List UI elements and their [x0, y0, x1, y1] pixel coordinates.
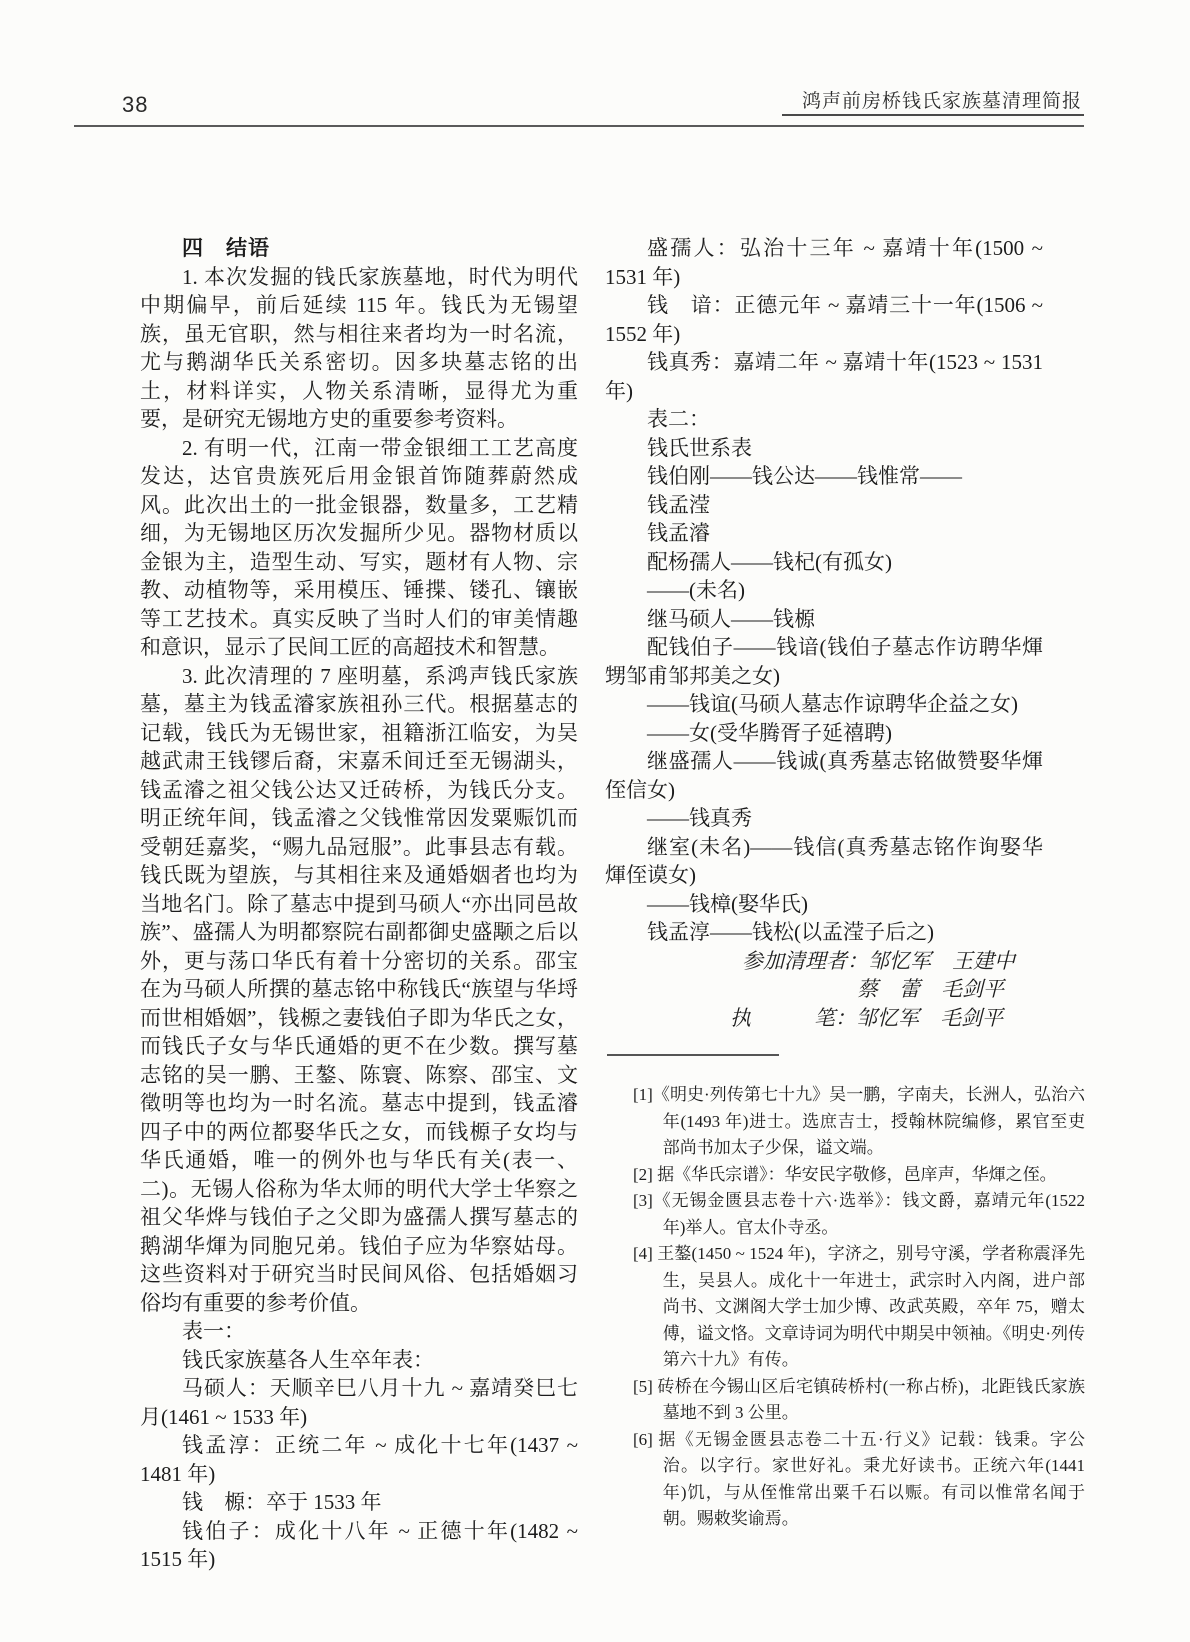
genealogy-line: 继盛孺人——钱诚(真秀墓志铭做赞娶华煇侄信女) [605, 749, 1043, 802]
conclusion-paragraph: 2. 有明一代，江南一带金银细工工艺高度发达，达官贵族死后用金银首饰随葬蔚然成风。此次出土的一批金银器，数量多，工艺精细，为无锡地区历次发掘所少见。器物材质以金银为主，造型生动、写实，题材有人物、宗教、动植物等，采用模压、锤揲、镂孔、镶嵌等工艺技术。真实反映了当时人们的审美情趣和意识，显示了民间工匠的高超技术和智慧。 [140, 435, 578, 659]
table2-label: 表二： [647, 407, 710, 431]
credits-line: 蔡 蕾 毛剑平 [857, 977, 1004, 1001]
genealogy-line: ——钱樟(娶华氏) [647, 891, 808, 916]
footnote: [6] 据《无锡金匮县志卷二十五·行义》记载：钱秉。字公治。以字行。家世好礼。秉尤好读书。正统六年(1441 年)饥，与从侄惟常出粟千石以赈。有司以惟常名闻于朝。赐敕奖谕焉。 [633, 1429, 1085, 1528]
table1-entry: 钱 榞：卒于 1533 年 [182, 1490, 382, 1514]
table2-title: 钱氏世系表 [647, 435, 752, 460]
table1-entry: 马硕人：天顺辛巳八月十九 ~ 嘉靖癸巳七月(1461 ~ 1533 年) [140, 1376, 578, 1429]
table1-entry: 钱孟淳：正统二年 ~ 成化十七年(1437 ~ 1481 年) [140, 1433, 578, 1486]
left-column [140, 234, 578, 1574]
genealogy-line: ——女(受华腾胥子延禧聘) [647, 720, 892, 745]
genealogy-line: ——(未名) [647, 578, 745, 602]
table1-label: 表一： [182, 1319, 245, 1343]
genealogy-line: 配杨孺人——钱杞(有孤女) [647, 549, 892, 574]
genealogy-line: ——钱真秀 [647, 806, 752, 830]
credits-line: 执 笔：邹忆军 毛剑平 [730, 1005, 1003, 1030]
credits-line: 参加清理者：邹忆军 王建中 [742, 948, 1015, 973]
table1-entry: 钱 谙：正德元年 ~ 嘉靖三十一年(1506 ~ 1552 年) [605, 293, 1043, 346]
running-header-title: 鸿声前房桥钱氏家族墓清理简报 [801, 91, 1082, 112]
footnote: [4] 王鏊(1450 ~ 1524 年)，字济之，别号守溪，学者称震泽先生，吴县人。成化十一年进士，武宗时入内阁，进户部尚书、文渊阁大学士加少博、改武英殿，卒年 75，赠太傅，谥文恪。文章诗词为明代中期吴中领袖。《明史·列传第六十九》有传。 [633, 1244, 1085, 1369]
credits-block [605, 947, 1043, 1033]
table1-title: 钱氏家族墓各人生卒年表： [182, 1347, 434, 1372]
footnotes-block [633, 1082, 1085, 1533]
genealogy-line: 钱孟滢 [647, 492, 710, 517]
table1-entry: 钱真秀：嘉靖二年 ~ 嘉靖十年(1523 ~ 1531 年) [605, 350, 1043, 403]
footnote: [2] 据《华氏宗谱》：华安民字敬修，邑庠声，华煇之侄。 [633, 1164, 1057, 1184]
genealogy-line: 钱孟濬 [647, 521, 710, 545]
conclusion-paragraph: 1. 本次发掘的钱氏家族墓地，时代为明代中期偏早，前后延续 115 年。钱氏为无锡望族，虽无官职，然与相往来者均为一时名流，尤与鹅湖华氏关系密切。因多块墓志铭的出土，材料详实，人物关系清晰，显得尤为重要，是研究无锡地方史的重要参考资料。 [140, 264, 578, 431]
genealogy-line: 继室(未名)——钱信(真秀墓志铭作询娶华煇侄谟女) [605, 834, 1043, 887]
genealogy-line: 配钱伯子——钱谙(钱伯子墓志作访聘华煇甥邹甫邹邦美之女) [605, 635, 1043, 688]
footnote-separator [607, 1054, 779, 1056]
page-number: 38 [122, 92, 149, 117]
genealogy-line: ——钱谊(马硕人墓志作谅聘华企益之女) [647, 692, 1018, 716]
genealogy-line: 钱孟淳——钱松(以孟滢子后之) [647, 920, 934, 944]
right-column [605, 234, 1085, 1533]
footnote: [3]《无锡金匮县志卷十六·选举》：钱文爵，嘉靖元年(1522 年)举人。官太仆寺丞。 [633, 1191, 1085, 1237]
footnote: [1]《明史·列传第七十九》吴一鹏，字南夫，长洲人，弘治六年(1493 年)进士。选庶吉士，授翰林院编修，累官至吏部尚书加太子少保，谥文端。 [633, 1085, 1085, 1157]
section-heading: 四 结语 [182, 236, 270, 260]
table1-entry: 钱伯子：成化十八年 ~ 正德十年(1482 ~ 1515 年) [140, 1518, 578, 1571]
genealogy-line: 钱伯刚——钱公达——钱惟常—— [647, 464, 962, 488]
header-rule-main [74, 125, 1084, 127]
header-rule-title [782, 114, 1084, 116]
footnote: [5] 砖桥在今锡山区后宅镇砖桥村(一称占桥)，北距钱氏家族墓地不到 3 公里。 [633, 1376, 1085, 1422]
conclusion-paragraph: 3. 此次清理的 7 座明墓，系鸿声钱氏家族墓，墓主为钱孟濬家族祖孙三代。根据墓志的记载，钱氏为无锡世家，祖籍浙江临安，为吴越武肃王钱镠后裔，宋嘉禾间迁至无锡湖头，钱孟濬之祖父钱公达又迁砖桥，为钱氏分支。明正统年间，钱孟濬之父钱惟常因发粟赈饥而受朝廷嘉奖，“赐九品冠服”。此事县志有载。钱氏既为望族，与其相往来及通婚姻者也均为当地名门。除了墓志中提到马硕人“亦出同邑故族”、盛孺人为明都察院右副都御史盛颙之后以外，更与荡口华氏有着十分密切的关系。邵宝在为马硕人所撰的墓志铭中称钱氏“族望与华埒而世相婚姻”，钱榞之妻钱伯子即为华氏之女，而钱氏子女与华氏通婚的更不在少数。撰写墓志铭的吴一鹏、王鏊、陈寰、陈察、邵宝、文徵明等也均为一时名流。墓志中提到，钱孟濬四子中的两位都娶华氏之女，而钱榞子女均与华氏通婚，唯一的例外也与华氏有关(表一、二)。无锡人俗称为华太师的明代大学士华察之祖父华烨与钱伯子之父即为盛孺人撰写墓志的鹅湖华煇为同胞兄弟。钱伯子应为华察姑母。这些资料对于研究当时民间风俗、包括婚姻习俗均有重要的参考价值。 [140, 663, 578, 1315]
table1-entry: 盛孺人：弘治十三年 ~ 嘉靖十年(1500 ~ 1531 年) [605, 236, 1043, 289]
genealogy-line: 继马硕人——钱榞 [647, 606, 815, 631]
